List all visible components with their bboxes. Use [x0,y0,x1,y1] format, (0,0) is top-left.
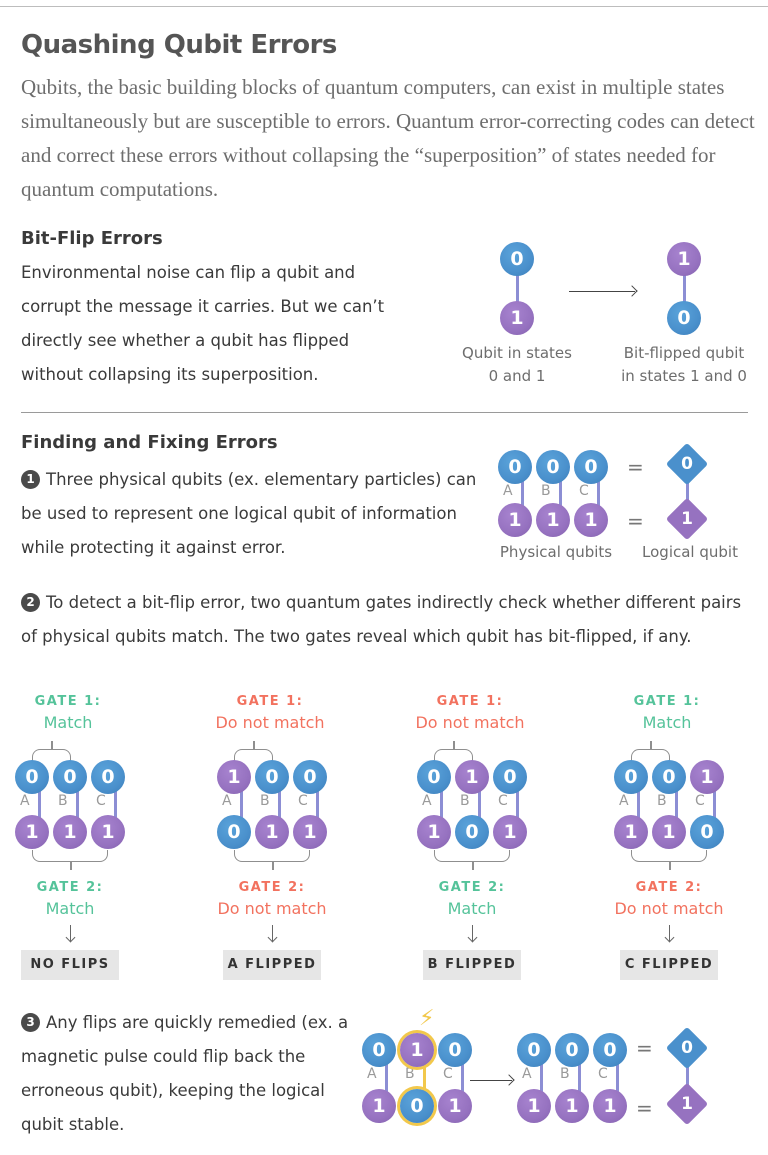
qubit-one: 1 [217,760,251,794]
brace-stem [70,861,72,870]
qubit-zero: 0 [536,450,570,484]
qubit-zero: 0 [667,301,701,335]
qubit-label-a: A [522,1066,532,1082]
gate2-result: GATE 2: Do not match [614,880,724,918]
gate2-result: GATE 2: Do not match [217,880,327,918]
qubit-one: 1 [517,1089,551,1123]
brace-stem [253,741,255,750]
qubit-one: 1 [417,815,451,849]
qubit-one: 1 [593,1089,627,1123]
qubit-label-c: C [96,793,106,809]
qubit-zero: 0 [500,242,534,276]
qubit-one: 1 [574,503,608,537]
result-badge: C FLIPPED [620,950,718,980]
equals-sign: = [627,509,644,533]
brace-stem [669,861,671,870]
qubit-zero: 0 [255,760,289,794]
qubit-label-a: A [422,793,432,809]
qubit-one: 1 [667,242,701,276]
brace-stem [272,861,274,870]
right-arrow-icon [470,1080,512,1081]
down-arrow-icon [70,925,71,941]
qubit-label-c: C [498,793,508,809]
brace-stem [650,741,652,750]
qubit-zero: 0 [614,760,648,794]
qubit-zero: 0 [217,815,251,849]
qubit-one: 1 [652,815,686,849]
step-number-badge: 3 [21,1013,40,1032]
qubit-one: 1 [255,815,289,849]
gate2-result: GATE 2: Match [438,880,506,918]
qubit-zero: 0 [493,760,527,794]
brace-stem [472,861,474,870]
qubit-one: 1 [536,503,570,537]
equals-sign: = [627,455,644,479]
gate1-result: GATE 1: Do not match [215,694,325,732]
qubit-label-a: A [20,793,30,809]
qubit-zero: 0 [91,760,125,794]
qubit-zero: 0 [498,450,532,484]
qubit-one: 1 [555,1089,589,1123]
qubit-zero: 0 [517,1033,551,1067]
gate1-brace [631,749,670,761]
gate1-result: GATE 1: Do not match [415,694,525,732]
down-arrow-icon [272,925,273,941]
gate1-brace [32,749,71,761]
qubit-zero: 0 [362,1033,396,1067]
qubit-zero: 0 [400,1089,434,1123]
qubit-label-b: B [657,793,667,809]
qubit-label-b: B [260,793,270,809]
qubit-zero: 0 [15,760,49,794]
qubit-label-b: B [58,793,68,809]
qubit-one: 1 [500,301,534,335]
qubit-label-b: B [541,483,551,499]
qubit-one: 1 [53,815,87,849]
qubit-one: 1 [438,1089,472,1123]
qubit-one: 1 [614,815,648,849]
qubit-zero: 0 [555,1033,589,1067]
step-number-badge: 2 [21,593,40,612]
logical-qubit-zero: 0 [666,1027,708,1069]
bitflip-text: Environmental noise can flip a qubit and corrupt the message it carries. But we can’t directly see whether a qubit has flipped without collapsing its superposition. [21,263,385,384]
brace-stem [453,741,455,750]
step1-text: 1 Three physical qubits (ex. elementary particles) can be used to represent one logical qubit of information while protecting it against error. [21,470,477,557]
qubit-zero: 0 [53,760,87,794]
logical-qubit-zero: 0 [666,443,708,485]
qubit-zero: 0 [690,815,724,849]
qubit-one: 1 [455,760,489,794]
qubit-label-a: A [619,793,629,809]
qubit-zero: 0 [593,1033,627,1067]
qubit-one: 1 [690,760,724,794]
qubit-label-b: B [560,1066,570,1082]
step-number-badge: 1 [21,470,40,489]
qubit-label-c: C [598,1066,608,1082]
step2-text: 2 To detect a bit-flip error, two quantum gates indirectly check whether different pairs of physical qubits match. The two gates reveal which qubit has bit-flipped, if any. [21,593,742,646]
logical-qubit-one: 1 [666,498,708,540]
qubit-label-c: C [695,793,705,809]
qubit-zero: 0 [574,450,608,484]
caption-before: Qubit in states 0 and 1 [462,344,572,385]
qubit-label-c: C [579,483,589,499]
gate1-result: GATE 1: Match [633,694,701,732]
lightning-bolt-icon: ⚡ [419,1006,435,1031]
physical-caption: Physical qubits [499,543,613,561]
section-divider [21,412,748,413]
result-badge: A FLIPPED [223,950,321,980]
finding-heading: Finding and Fixing Errors [21,432,278,453]
qubit-one: 1 [362,1089,396,1123]
brace-stem [51,741,53,750]
qubit-one: 1 [493,815,527,849]
bitflip-heading: Bit-Flip Errors [21,228,163,249]
right-arrow-icon [569,291,635,292]
qubit-one: 1 [15,815,49,849]
equals-sign: = [636,1036,653,1060]
page-title: Quashing Qubit Errors [21,30,337,60]
down-arrow-icon [669,925,670,941]
qubit-label-b: B [460,793,470,809]
qubit-one: 1 [91,815,125,849]
qubit-zero: 0 [417,760,451,794]
gate1-brace [234,749,273,761]
qubit-label-a: A [367,1066,377,1082]
qubit-zero: 0 [293,760,327,794]
gate1-brace [434,749,473,761]
qubit-label-c: C [298,793,308,809]
qubit-one: 1 [293,815,327,849]
equals-sign: = [636,1096,653,1120]
qubit-label-a: A [503,483,513,499]
top-rule [0,6,768,7]
step3-text: 3 Any flips are quickly remedied (ex. a magnetic pulse could flip back the erroneous qubit), keeping the logical qubit stable. [21,1013,349,1134]
qubit-label-c: C [443,1066,453,1082]
qubit-zero: 0 [455,815,489,849]
qubit-one: 1 [400,1033,434,1067]
result-badge: NO FLIPS [21,950,119,980]
qubit-one: 1 [498,503,532,537]
result-badge: B FLIPPED [423,950,521,980]
caption-after: Bit-flipped qubit in states 1 and 0 [621,344,747,385]
gate1-result: GATE 1: Match [34,694,102,732]
logical-qubit-one: 1 [666,1083,708,1125]
gate2-result: GATE 2: Match [36,880,104,918]
qubit-label-a: A [222,793,232,809]
qubit-label-b: B [405,1066,415,1082]
intro-paragraph: Qubits, the basic building blocks of quantum computers, can exist in multiple states simultaneously but are susceptible to errors. Quantum error-correcting codes can detect and correct these errors without collapsing the “superposition” of states needed for quantum computations. [21,75,755,201]
down-arrow-icon [472,925,473,941]
logical-caption: Logical qubit [642,543,738,561]
qubit-zero: 0 [438,1033,472,1067]
qubit-zero: 0 [652,760,686,794]
